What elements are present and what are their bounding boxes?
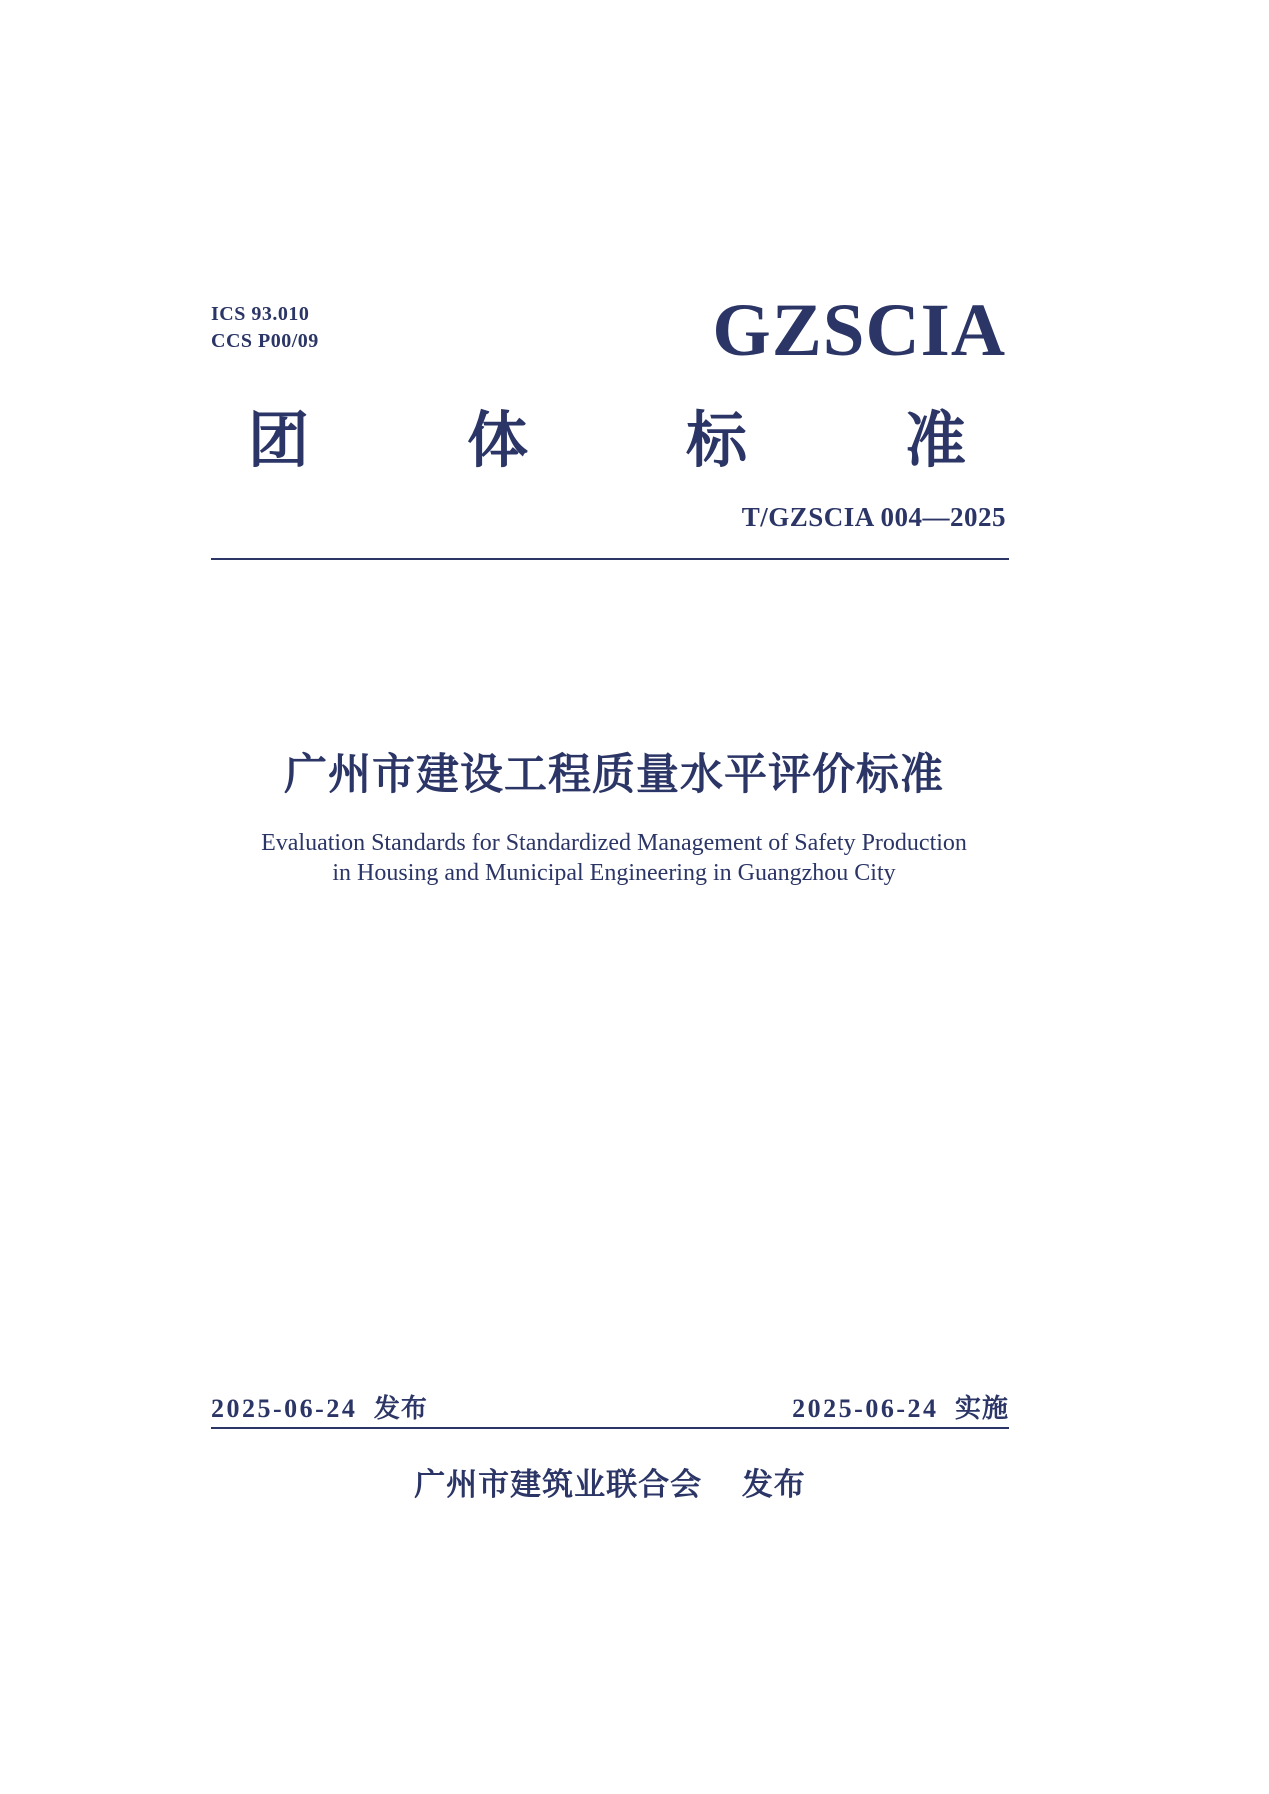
dates-row [211,1388,1009,1425]
ccs-code: CCS P00/09 [211,330,319,352]
standard-type-heading [248,408,966,472]
standard-type-char-4: 准 [904,406,966,474]
header-divider-line [211,558,1009,560]
issue-date-label: 发布 [373,1393,428,1423]
publisher-action-label: 发布 [741,1467,806,1502]
footer-divider-line [211,1427,1009,1429]
document-title-en [211,828,1017,888]
issue-date-item [211,1388,428,1425]
issue-date: 2025-06-24 [211,1394,358,1423]
implementation-date: 2025-06-24 [792,1394,939,1423]
standard-type-char-1: 团 [248,406,310,474]
document-title-en-line1: Evaluation Standards for Standardized Management of Safety Production [261,830,967,856]
standard-number: T/GZSCIA 004—2025 [741,502,1006,532]
implementation-date-item [792,1388,1009,1425]
publisher-name: 广州市建筑业联合会 [414,1467,703,1502]
classification-codes [211,301,319,355]
standard-type-char-2: 体 [466,406,528,474]
ics-code: ICS 93.010 [211,303,310,325]
implementation-date-label: 实施 [954,1393,1009,1423]
publisher-row [211,1459,1009,1504]
document-title-en-line2: in Housing and Municipal Engineering in Guangzhou City [332,860,896,886]
standard-type-char-3: 标 [685,406,747,474]
document-title-zh: 广州市建设工程质量水平评价标准 [284,751,944,799]
organization-logo: GZSCIA [712,289,1006,372]
